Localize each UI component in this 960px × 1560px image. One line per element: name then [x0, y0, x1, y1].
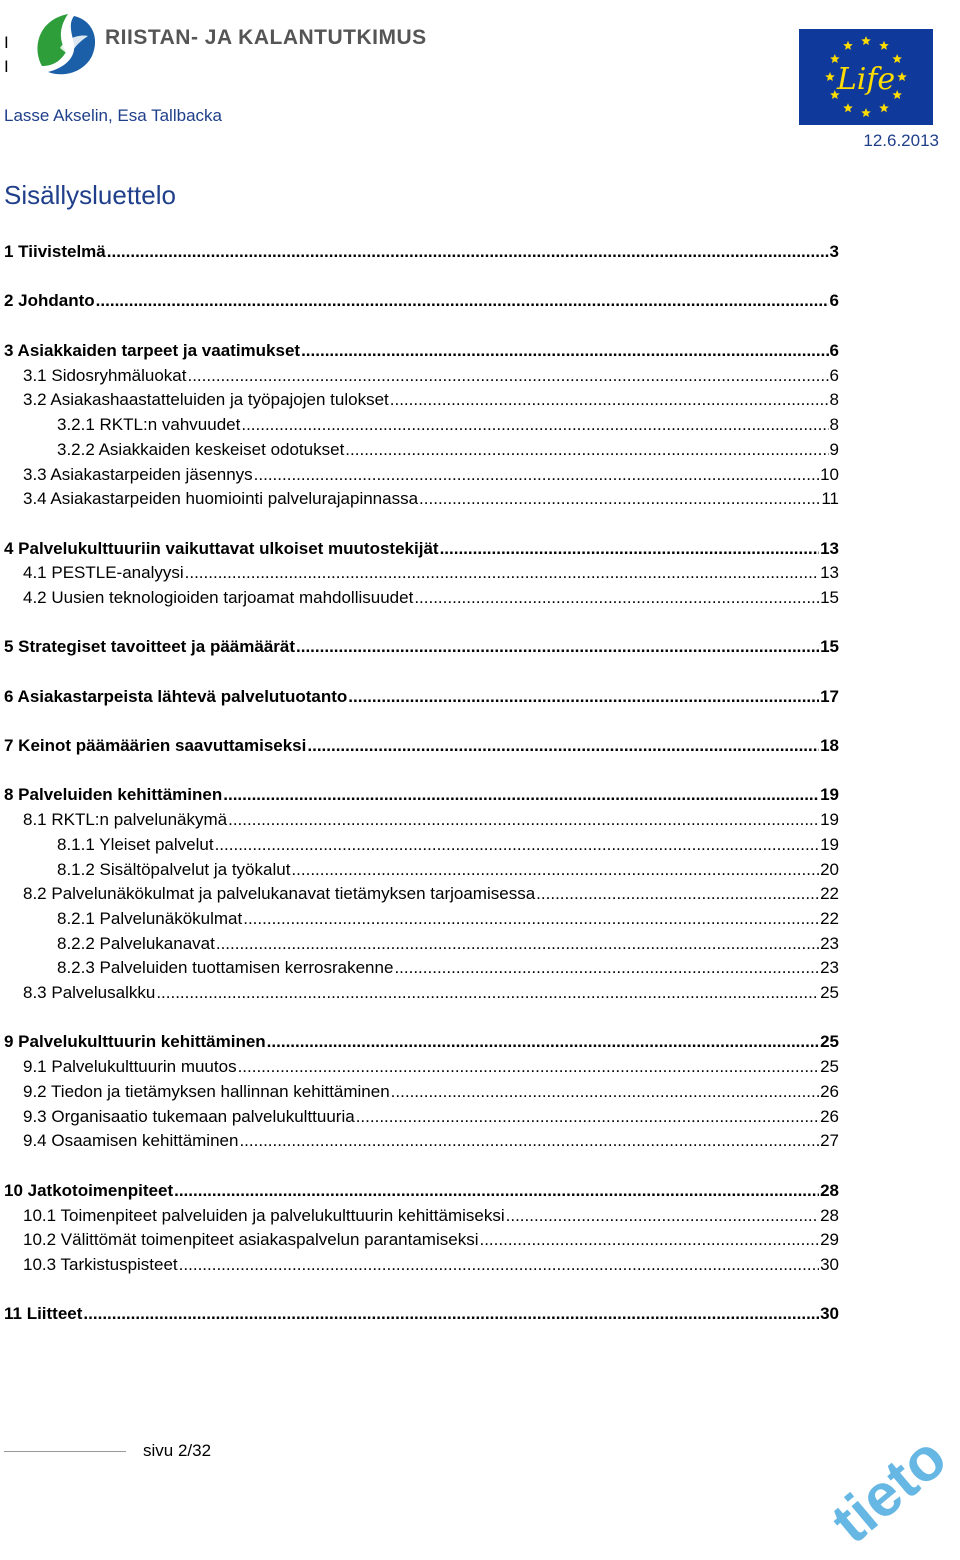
toc-entry-label: 3.1 Sidosryhmäluokat — [23, 366, 187, 385]
toc-dot-leader — [307, 736, 819, 756]
toc-dot-leader — [348, 687, 819, 707]
toc-dot-leader — [156, 983, 819, 1003]
toc-entry[interactable] — [57, 860, 839, 880]
toc-entry-label: 3.4 Asiakastarpeiden huomiointi palvelurajapinnassa — [23, 489, 419, 508]
toc-entry-page: 27 — [820, 1131, 839, 1150]
toc-entry[interactable] — [23, 1255, 839, 1275]
toc-entry-label: 8.2.1 Palvelunäkökulmat — [57, 909, 243, 928]
toc-dot-leader — [390, 390, 829, 410]
toc-entry-label: 10 Jatkotoimenpiteet — [4, 1181, 174, 1200]
toc-entry-label: 8.1.1 Yleiset palvelut — [57, 835, 214, 854]
toc-entry-label: 10.3 Tarkistuspisteet — [23, 1255, 178, 1274]
toc-entry-page: 23 — [820, 958, 839, 977]
toc-entry[interactable] — [23, 390, 839, 410]
toc-entry-label: 3.3 Asiakastarpeiden jäsennys — [23, 465, 253, 484]
toc-entry[interactable] — [57, 934, 839, 954]
toc-entry[interactable] — [57, 415, 839, 435]
toc-dot-leader — [301, 341, 828, 361]
document-date: 12.6.2013 — [863, 131, 939, 150]
toc-entry-label: 5 Strategiset tavoitteet ja päämäärät — [4, 637, 296, 656]
toc-dot-leader — [356, 1107, 819, 1127]
toc-dot-leader — [241, 415, 828, 435]
toc-entry[interactable] — [4, 1181, 839, 1201]
toc-entry[interactable] — [23, 1206, 839, 1226]
header-bar-mark: I — [4, 33, 9, 52]
toc-dot-leader — [238, 1057, 820, 1077]
toc-entry-label: 2 Johdanto — [4, 291, 95, 310]
toc-entry-page: 29 — [820, 1230, 839, 1249]
toc-entry-page: 11 — [821, 489, 839, 508]
toc-entry-label: 3.2 Asiakashaastatteluiden ja työpajojen tulokset — [23, 390, 389, 409]
toc-dot-leader — [83, 1304, 819, 1324]
toc-entry-label: 4.2 Uusien teknologioiden tarjoamat mahdollisuudet — [23, 588, 414, 607]
toc-entry-page: 30 — [820, 1304, 839, 1323]
eu-life-logo-icon — [799, 29, 933, 125]
toc-entry-page: 26 — [820, 1082, 839, 1101]
document-authors: Lasse Akselin, Esa Tallbacka — [4, 106, 222, 125]
toc-dot-leader — [239, 1131, 819, 1151]
toc-entry-page: 6 — [829, 291, 839, 310]
toc-entry-label: 1 Tiivistelmä — [4, 242, 106, 261]
toc-entry-page: 22 — [820, 884, 839, 903]
toc-dot-leader — [96, 291, 829, 311]
toc-entry[interactable] — [57, 440, 839, 460]
toc-dot-leader — [419, 489, 820, 509]
toc-entry-page: 13 — [820, 539, 839, 558]
header-bar-mark: I — [4, 57, 9, 76]
toc-entry-page: 6 — [829, 366, 839, 385]
toc-entry-page: 8 — [829, 390, 839, 409]
toc-dot-leader — [185, 563, 819, 583]
toc-entry-page: 15 — [820, 637, 839, 656]
toc-entry[interactable] — [4, 785, 839, 805]
eu-logo-label: Life — [836, 62, 896, 97]
toc-entry[interactable] — [4, 637, 839, 657]
toc-entry[interactable] — [23, 1082, 839, 1102]
toc-dot-leader — [223, 785, 819, 805]
toc-entry[interactable] — [4, 687, 839, 707]
toc-entry-page: 9 — [829, 440, 839, 459]
toc-dot-leader — [345, 440, 828, 460]
toc-entry[interactable] — [57, 909, 839, 929]
toc-entry-page: 17 — [820, 687, 839, 706]
toc-dot-leader — [440, 539, 820, 559]
toc-entry[interactable] — [4, 736, 839, 756]
toc-dot-leader — [243, 909, 819, 929]
toc-entry-page: 28 — [820, 1206, 839, 1225]
toc-entry-label: 8 Palveluiden kehittäminen — [4, 785, 223, 804]
toc-entry-label: 3.2.2 Asiakkaiden keskeiset odotukset — [57, 440, 345, 459]
toc-entry-label: 10.2 Välittömät toimenpiteet asiakaspalvelun parantamiseksi — [23, 1230, 479, 1249]
toc-entry-page: 25 — [820, 983, 839, 1002]
toc-entry-page: 13 — [820, 563, 839, 582]
toc-entry-label: 3.2.1 RKTL:n vahvuudet — [57, 415, 241, 434]
toc-entry-page: 26 — [820, 1107, 839, 1126]
toc-entry-label: 11 Liitteet — [4, 1304, 83, 1323]
toc-entry[interactable] — [4, 1304, 839, 1324]
toc-entry-page: 19 — [820, 835, 839, 854]
toc-entry-label: 9.1 Palvelukulttuurin muutos — [23, 1057, 237, 1076]
toc-entry-page: 28 — [820, 1181, 839, 1200]
toc-dot-leader — [107, 242, 829, 262]
toc-entry-label: 8.2.2 Palvelukanavat — [57, 934, 215, 953]
toc-dot-leader — [479, 1230, 819, 1250]
toc-entry[interactable] — [23, 810, 839, 830]
tieto-logo-icon — [818, 1425, 960, 1555]
toc-entry-page: 10 — [820, 465, 839, 484]
toc-entry[interactable] — [4, 242, 839, 262]
toc-dot-leader — [414, 588, 819, 608]
toc-entry-page: 6 — [829, 341, 839, 360]
toc-entry-page: 19 — [820, 810, 839, 829]
toc-entry[interactable] — [23, 489, 839, 509]
toc-dot-leader — [296, 637, 819, 657]
toc-entry-page: 15 — [820, 588, 839, 607]
toc-entry-label: 9 Palvelukulttuurin kehittäminen — [4, 1032, 266, 1051]
toc-entry[interactable] — [23, 366, 839, 386]
toc-entry-label: 9.2 Tiedon ja tietämyksen hallinnan kehittäminen — [23, 1082, 390, 1101]
toc-dot-leader — [174, 1181, 819, 1201]
toc-entry[interactable] — [23, 983, 839, 1003]
toc-entry-label: 10.1 Toimenpiteet palveluiden ja palvelukulttuurin kehittämiseksi — [23, 1206, 505, 1225]
toc-entry-label: 4.1 PESTLE-analyysi — [23, 563, 184, 582]
tieto-logo-label: tieto — [818, 1425, 959, 1555]
toc-entry-page: 19 — [820, 785, 839, 804]
toc-dot-leader — [506, 1206, 819, 1226]
toc-dot-leader — [215, 835, 820, 855]
toc-entry[interactable] — [4, 1032, 839, 1052]
toc-entry-page: 8 — [829, 415, 839, 434]
toc-entry-label: 7 Keinot päämäärien saavuttamiseksi — [4, 736, 307, 755]
toc-entry-label: 9.4 Osaamisen kehittäminen — [23, 1131, 239, 1150]
toc-entry[interactable] — [4, 291, 839, 311]
toc-entry-label: 8.2.3 Palveluiden tuottamisen kerrosrakenne — [57, 958, 394, 977]
toc-entry-label: 4 Palvelukulttuuriin vaikuttavat ulkoiset muutostekijät — [4, 539, 439, 558]
toc-dot-leader — [228, 810, 819, 830]
toc-entry-label: 3 Asiakkaiden tarpeet ja vaatimukset — [4, 341, 301, 360]
toc-entry-label: 9.3 Organisaatio tukemaan palvelukulttuuria — [23, 1107, 355, 1126]
toc-entry[interactable] — [23, 1057, 839, 1077]
toc-entry[interactable] — [23, 884, 839, 904]
toc-dot-leader — [187, 366, 828, 386]
toc-entry[interactable] — [23, 1131, 839, 1151]
toc-entry-page: 30 — [820, 1255, 839, 1274]
toc-entry[interactable] — [23, 563, 839, 583]
toc-entry-label: 8.1 RKTL:n palvelunäkymä — [23, 810, 228, 829]
toc-dot-leader — [291, 860, 819, 880]
toc-dot-leader — [216, 934, 819, 954]
toc-entry[interactable] — [57, 835, 839, 855]
toc-entry-label: 8.3 Palvelusalkku — [23, 983, 156, 1002]
org-name: RIISTAN- JA KALANTUTKIMUS — [105, 26, 427, 49]
toc-title: Sisällysluettelo — [4, 180, 176, 210]
toc-entry-page: 23 — [820, 934, 839, 953]
toc-entry-page: 25 — [820, 1032, 839, 1051]
toc-entry[interactable] — [4, 341, 839, 361]
toc-entry-page: 22 — [820, 909, 839, 928]
toc-dot-leader — [179, 1255, 819, 1275]
toc-entry-page: 3 — [829, 242, 839, 261]
footer-divider — [4, 1451, 126, 1452]
toc-entry-label: 6 Asiakastarpeista lähtevä palvelutuotanto — [4, 687, 348, 706]
toc-entry-label: 8.1.2 Sisältöpalvelut ja työkalut — [57, 860, 291, 879]
toc-dot-leader — [391, 1082, 819, 1102]
toc-entry[interactable] — [57, 958, 839, 978]
toc-entry-page: 18 — [820, 736, 839, 755]
toc-entry[interactable] — [4, 539, 839, 559]
toc-dot-leader — [267, 1032, 819, 1052]
toc-entry[interactable] — [23, 1230, 839, 1250]
toc-entry[interactable] — [23, 588, 839, 608]
toc-dot-leader — [254, 465, 819, 485]
toc-entry-label: 8.2 Palvelunäkökulmat ja palvelukanavat tietämyksen tarjoamisessa — [23, 884, 536, 903]
toc-entry[interactable] — [23, 1107, 839, 1127]
toc-entry[interactable] — [23, 465, 839, 485]
toc-entry-page: 20 — [820, 860, 839, 879]
toc-entry-page: 25 — [820, 1057, 839, 1076]
toc-dot-leader — [536, 884, 819, 904]
page-number: sivu 2/32 — [143, 1441, 212, 1460]
toc-dot-leader — [394, 958, 819, 978]
